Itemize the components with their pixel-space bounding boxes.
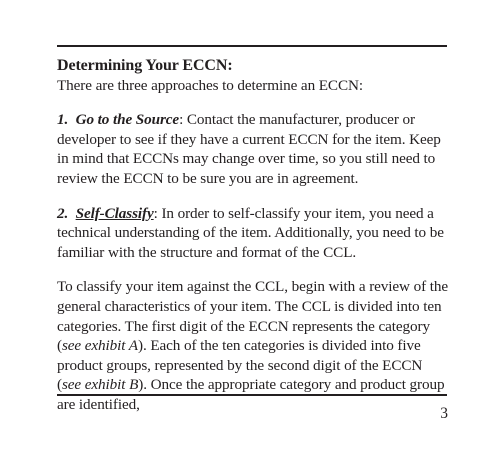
approach-1-title: Go to the Source	[75, 111, 180, 129]
classify-text-2: ). Each of the ten categories is divided into five product groups, represented by the second digit of the ECCN (	[57, 337, 423, 394]
approach-2-number: 2.	[57, 204, 69, 222]
page-number: 3	[440, 405, 448, 422]
approach-2-text: : In order to self-classify your item, you need a technical understanding of the item. Additionally, you need to be familiar with the structure and format of the CCL.	[57, 204, 444, 261]
bottom-rule	[57, 394, 447, 396]
exhibit-b-reference: see exhibit B	[61, 376, 139, 394]
approach-2-title: Self-Classify	[75, 204, 154, 222]
intro-paragraph: There are three approaches to determine an ECCN:	[57, 76, 363, 94]
approach-1-paragraph	[57, 110, 449, 188]
page-content	[57, 56, 449, 415]
exhibit-a-reference: see exhibit A	[61, 337, 138, 355]
classify-text-1: To classify your item against the CCL, begin with a review of the general characteristics of your item. The CCL is divided into ten categories. The first digit of the ECCN represents the category (	[57, 278, 449, 355]
section-heading: Determining Your ECCN:	[57, 57, 233, 74]
classify-text-3: ). Once the appropriate category and product group are identified,	[57, 376, 445, 413]
top-rule	[57, 45, 447, 47]
approach-2-paragraph	[57, 204, 449, 263]
approach-1-number: 1.	[57, 111, 69, 129]
approach-1-text: : Contact the manufacturer, producer or developer to see if they have a current ECCN for the item. Keep in mind that ECCNs may change over time, so you still need to review the ECCN to be sure you are in agreement.	[57, 111, 441, 187]
